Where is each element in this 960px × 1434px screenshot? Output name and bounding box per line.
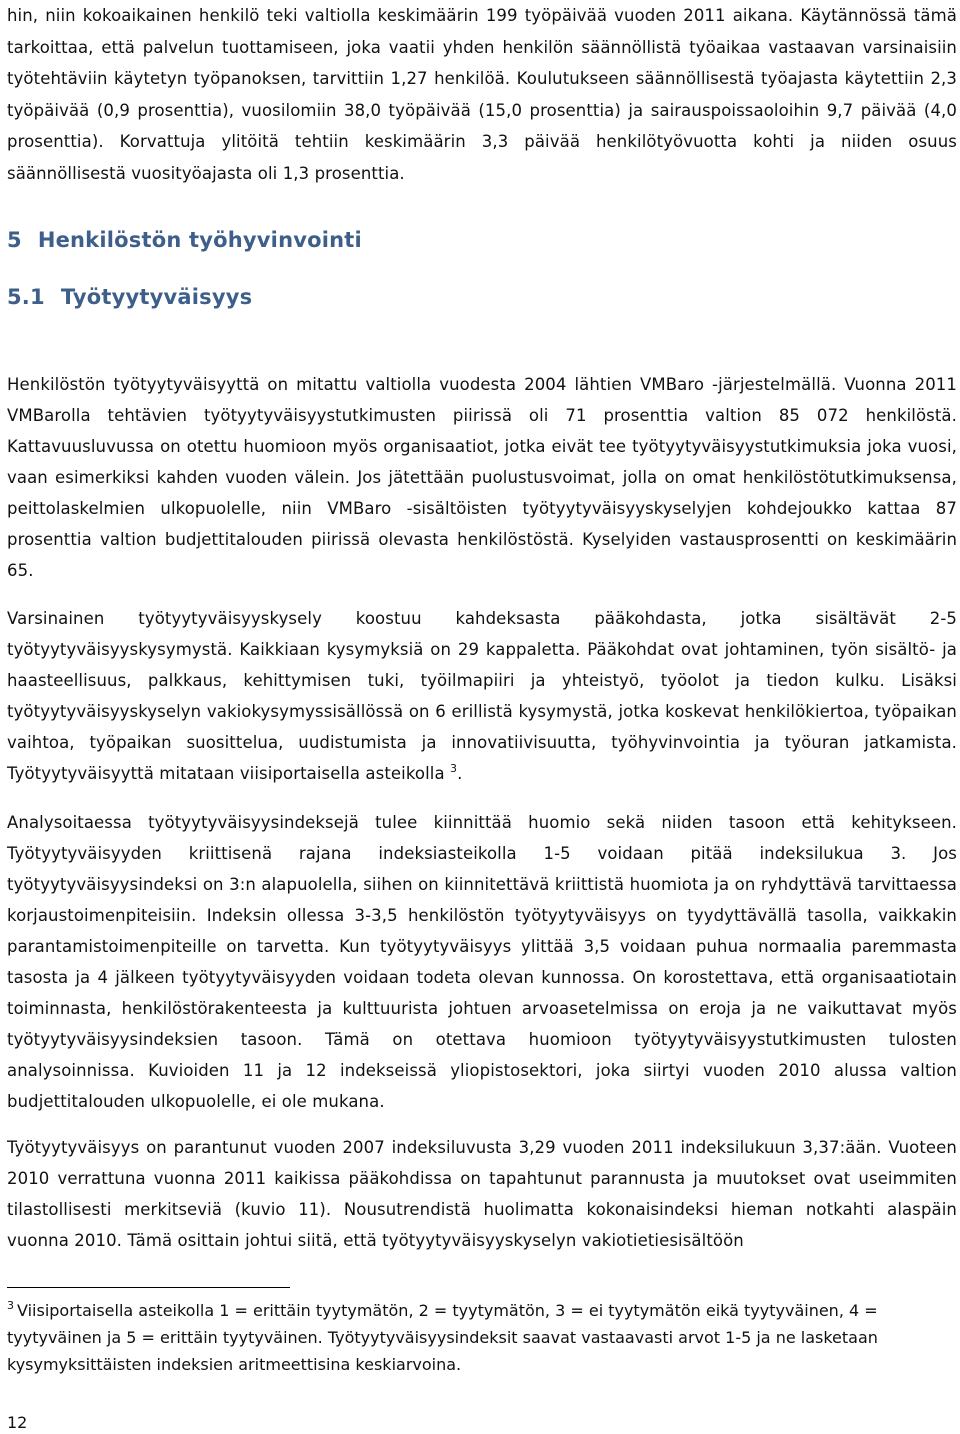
footnote — [7, 1297, 952, 1378]
paragraph-trend: Työtyytyväisyys on parantunut vuoden 2007 indeksiluvusta 3,29 vuoden 2011 indeksilukuun 3,37:ään. Vuoteen 2010 verrattuna vuonna 2011 kaikissa pääkohdissa on tapahtunut parannusta ja muutokset ovat useimmiten tilastollisesti merkitseviä (kuvio 11). Nousutrendistä huolimatta kokonaisindeksi hieman notkahti alaspäin vuonna 2010. Tämä osittain johtui siitä, että työtyytyväisyyskyselyn vakiotietiesisältöön — [7, 1138, 957, 1250]
footnote-text: Viisiportaisella asteikolla 1 = erittäin tyytymätön, 2 = tyytymätön, 3 = ei tyytymätön eikä tyytyväinen, 4 = tyytyväinen ja 5 = erittäin tyytyväinen. Työtyytyväisyysindeksit saavat vastaavasti arvot 1-5 ja ne lasketaan kysymyksittäisten indeksien aritmeettisina keskiarvoina. — [7, 1301, 878, 1374]
intro-paragraph: hin, niin kokoaikainen henkilö teki valtiolla keskimäärin 199 työpäivää vuoden 2011 aikana. Käytännössä tämä tarkoittaa, että palvelun tuottamiseen, joka vaatii yhden henkilön säännöllistä työaikaa vastaavan varsinaisiin työtehtäviin käytetyn työpanoksen, tarvittiin 1,27 henkilöä. Koulutukseen säännöllisestä työajasta käytettiin 2,3 työpäivää (0,9 prosenttia), vuosilomiin 38,0 työpäivää (15,0 prosenttia) ja sairauspoissaoloihin 9,7 päivää (4,0 prosenttia). Korvattuja ylitöitä tehtiin keskimäärin 3,3 päivää henkilötyövuotta kohti ja niiden osuus säännöllisestä vuosityöajasta oli 1,3 prosenttia. — [7, 6, 957, 183]
section-number: 5 — [7, 228, 22, 252]
section-title: Henkilöstön työhyvinvointi — [37, 228, 362, 252]
paragraph-survey-text: Varsinainen työtyytyväisyyskysely koostuu kahdeksasta pääkohdasta, jotka sisältävät 2-5 työtyytyväisyyskysymystä. Kaikkiaan kysymyksiä on 29 kappaletta. Pääkohdat ovat johtaminen, työn sisältö- ja haasteellisuus, palkkaus, kehittymisen tuki, työilmapiiri ja yhteistyö, työolot ja tiedon kulku. Lisäksi työtyytyväisyyskyselyn vakiokysymyssisällössä on 6 erillistä kysymystä, jotka koskevat henkilökiertoa, työpaikan vaihtoa, työpaikan suosittelua, uudistumista ja innovatiivisuutta, työhyvinvointia ja työuran jatkamista. Työtyytyväisyyttä mitataan viisiportaisella asteikolla — [7, 609, 957, 783]
paragraph-vmbaro: Henkilöstön työtyytyväisyyttä on mitattu valtiolla vuodesta 2004 lähtien VMBaro -järjestelmällä. Vuonna 2011 VMBarolla tehtävien työtyytyväisyystutkimusten piirissä oli 71 prosenttia valtion 85 072 henkilöstä. Kattavuusluvussa on otettu huomioon myös organisaatiot, jotka eivät tee työtyytyväisyystutkimuksia joka vuosi, vaan esimerkiksi kahden vuoden välein. Jos jätettään puolustusvoimat, jolla on omat henkilöstötutkimuksensa, peittolaskelmien ulkopuolelle, niin VMBaro -sisältöisten työtyytyväisyyskyselyjen kohdejoukko kattaa 87 prosenttia valtion budjettitalouden piirissä olevasta henkilöstöstä. Kyselyiden vastausprosentti on keskimäärin 65. — [7, 375, 957, 580]
section-heading — [7, 228, 362, 252]
footnote-reference[interactable]: 3 — [450, 761, 458, 775]
paragraph-survey-structure — [7, 603, 957, 789]
paragraph-survey-end: . — [457, 764, 463, 783]
page-number: 12 — [7, 1413, 28, 1432]
footnote-divider — [7, 1287, 290, 1288]
paragraph-index-analysis: Analysoitaessa työtyytyväisyysindeksejä tulee kiinnittää huomio sekä niiden tasoon että kehitykseen. Työtyytyväisyyden kriittisenä rajana indeksiasteikolla 1-5 voidaan pitää indeksilukua 3. Jos työtyytyväisyysindeksi on 3:n alapuolella, siihen on kiinnitettävä kriittistä huomiota ja on ryhdyttävä tarvittaessa korjaustoimenpiteisiin. Indeksin ollessa 3-3,5 henkilöstön työtyytyväisyys on tyydyttävällä tasolla, vaikkakin parantamistoimenpiteille on tarvetta. Kun työtyytyväisyys ylittää 3,5 voidaan puhua normaalia paremmasta tasosta ja 4 jälkeen työtyytyväisyyden voidaan todeta olevan kunnossa. On korostettava, että organisaatiotain toiminnasta, henkilöstörakenteesta ja kulttuurista johtuen arvoasetelmissa on eroja ja ne vaikuttavat myös työtyytyväisyysindeksien tasoon. Tämä on otettava huomioon työtyytyväisyystutkimusten tulosten analysoinnissa. Kuvioiden 11 ja 12 indekseissä yliopistosektori, joka siirtyi vuoden 2010 alussa valtion budjettitalouden ulkopuolelle, ei ole mukana. — [7, 813, 957, 1111]
subsection-title: Työtyytyväisyys — [60, 285, 253, 309]
footnote-marker: 3 — [7, 1298, 14, 1312]
subsection-number: 5.1 — [7, 285, 45, 309]
subsection-heading — [7, 285, 252, 309]
